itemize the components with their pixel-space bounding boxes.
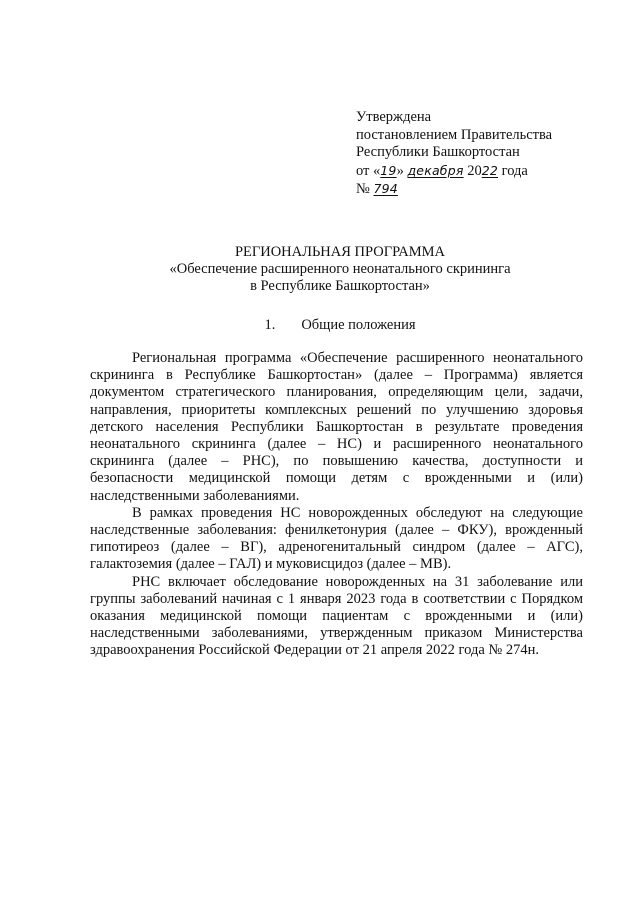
- date-day: 19: [380, 162, 397, 178]
- approval-line-approved: Утверждена: [356, 109, 432, 125]
- date-prefix: от «: [356, 162, 381, 179]
- approval-stamp: [356, 109, 606, 199]
- date-year-suffix: 22: [481, 162, 499, 178]
- number-value: 794: [373, 181, 398, 196]
- title-line-3: в Республике Башкортостан»: [250, 278, 430, 294]
- approval-number: [356, 180, 606, 199]
- date-mid: »: [396, 162, 408, 179]
- date-suffix: года: [498, 162, 528, 179]
- document-title: [90, 244, 590, 295]
- document-body: [90, 350, 583, 660]
- date-month: декабря: [407, 162, 464, 178]
- title-line-1: РЕГИОНАЛЬНАЯ ПРОГРАММА: [234, 244, 446, 260]
- date-year-prefix: 20: [463, 162, 482, 179]
- section-heading: [90, 317, 590, 334]
- approval-line-resolution: постановлением Правительства: [356, 126, 553, 143]
- paragraph: В рамках проведения НС новорожденных обследуют на следующие наследственные заболевания: фенилкетонурия (далее – ФКУ), врожденный гипотиреоз (далее – ВГ), адреногенитальный синдром (далее – АГС), галактоземия (далее – ГАЛ) и муковисцидоз (далее – МВ).: [90, 504, 583, 573]
- approval-date: [356, 162, 606, 181]
- section-number: 1.: [264, 317, 276, 333]
- paragraph: Региональная программа «Обеспечение расширенного неонатального скрининга в Республике Башкортостан» (далее – Программа) является документом стратегического планирования, определяющим цели, задачи, направления, приоритеты комплексных решений по улучшению здоровья детского населения Республики Башкортостан в результате проведения неонатального скрининга (далее – НС) и расширенного неонатального скрининга (далее – РНС), по повышению качества, доступности и безопасности медицинской помощи детям с врожденными и (или) наследственными заболеваниями.: [90, 350, 583, 504]
- number-prefix: №: [356, 181, 374, 197]
- section-title: Общие положения: [301, 317, 416, 333]
- title-line-2: «Обеспечение расширенного неонатального скрининга: [169, 261, 511, 277]
- approval-line-republic: Республики Башкортостан: [356, 144, 520, 160]
- paragraph: РНС включает обследование новорожденных на 31 заболевание или группы заболеваний начиная с 1 января 2023 года в соответствии с Порядком оказания медицинской помощи пациентам с врожденными и (или) наследственными заболеваниями, утвержденным приказом Министерства здравоохранения Российской Федерации от 21 апреля 2022 года № 274н.: [90, 573, 583, 659]
